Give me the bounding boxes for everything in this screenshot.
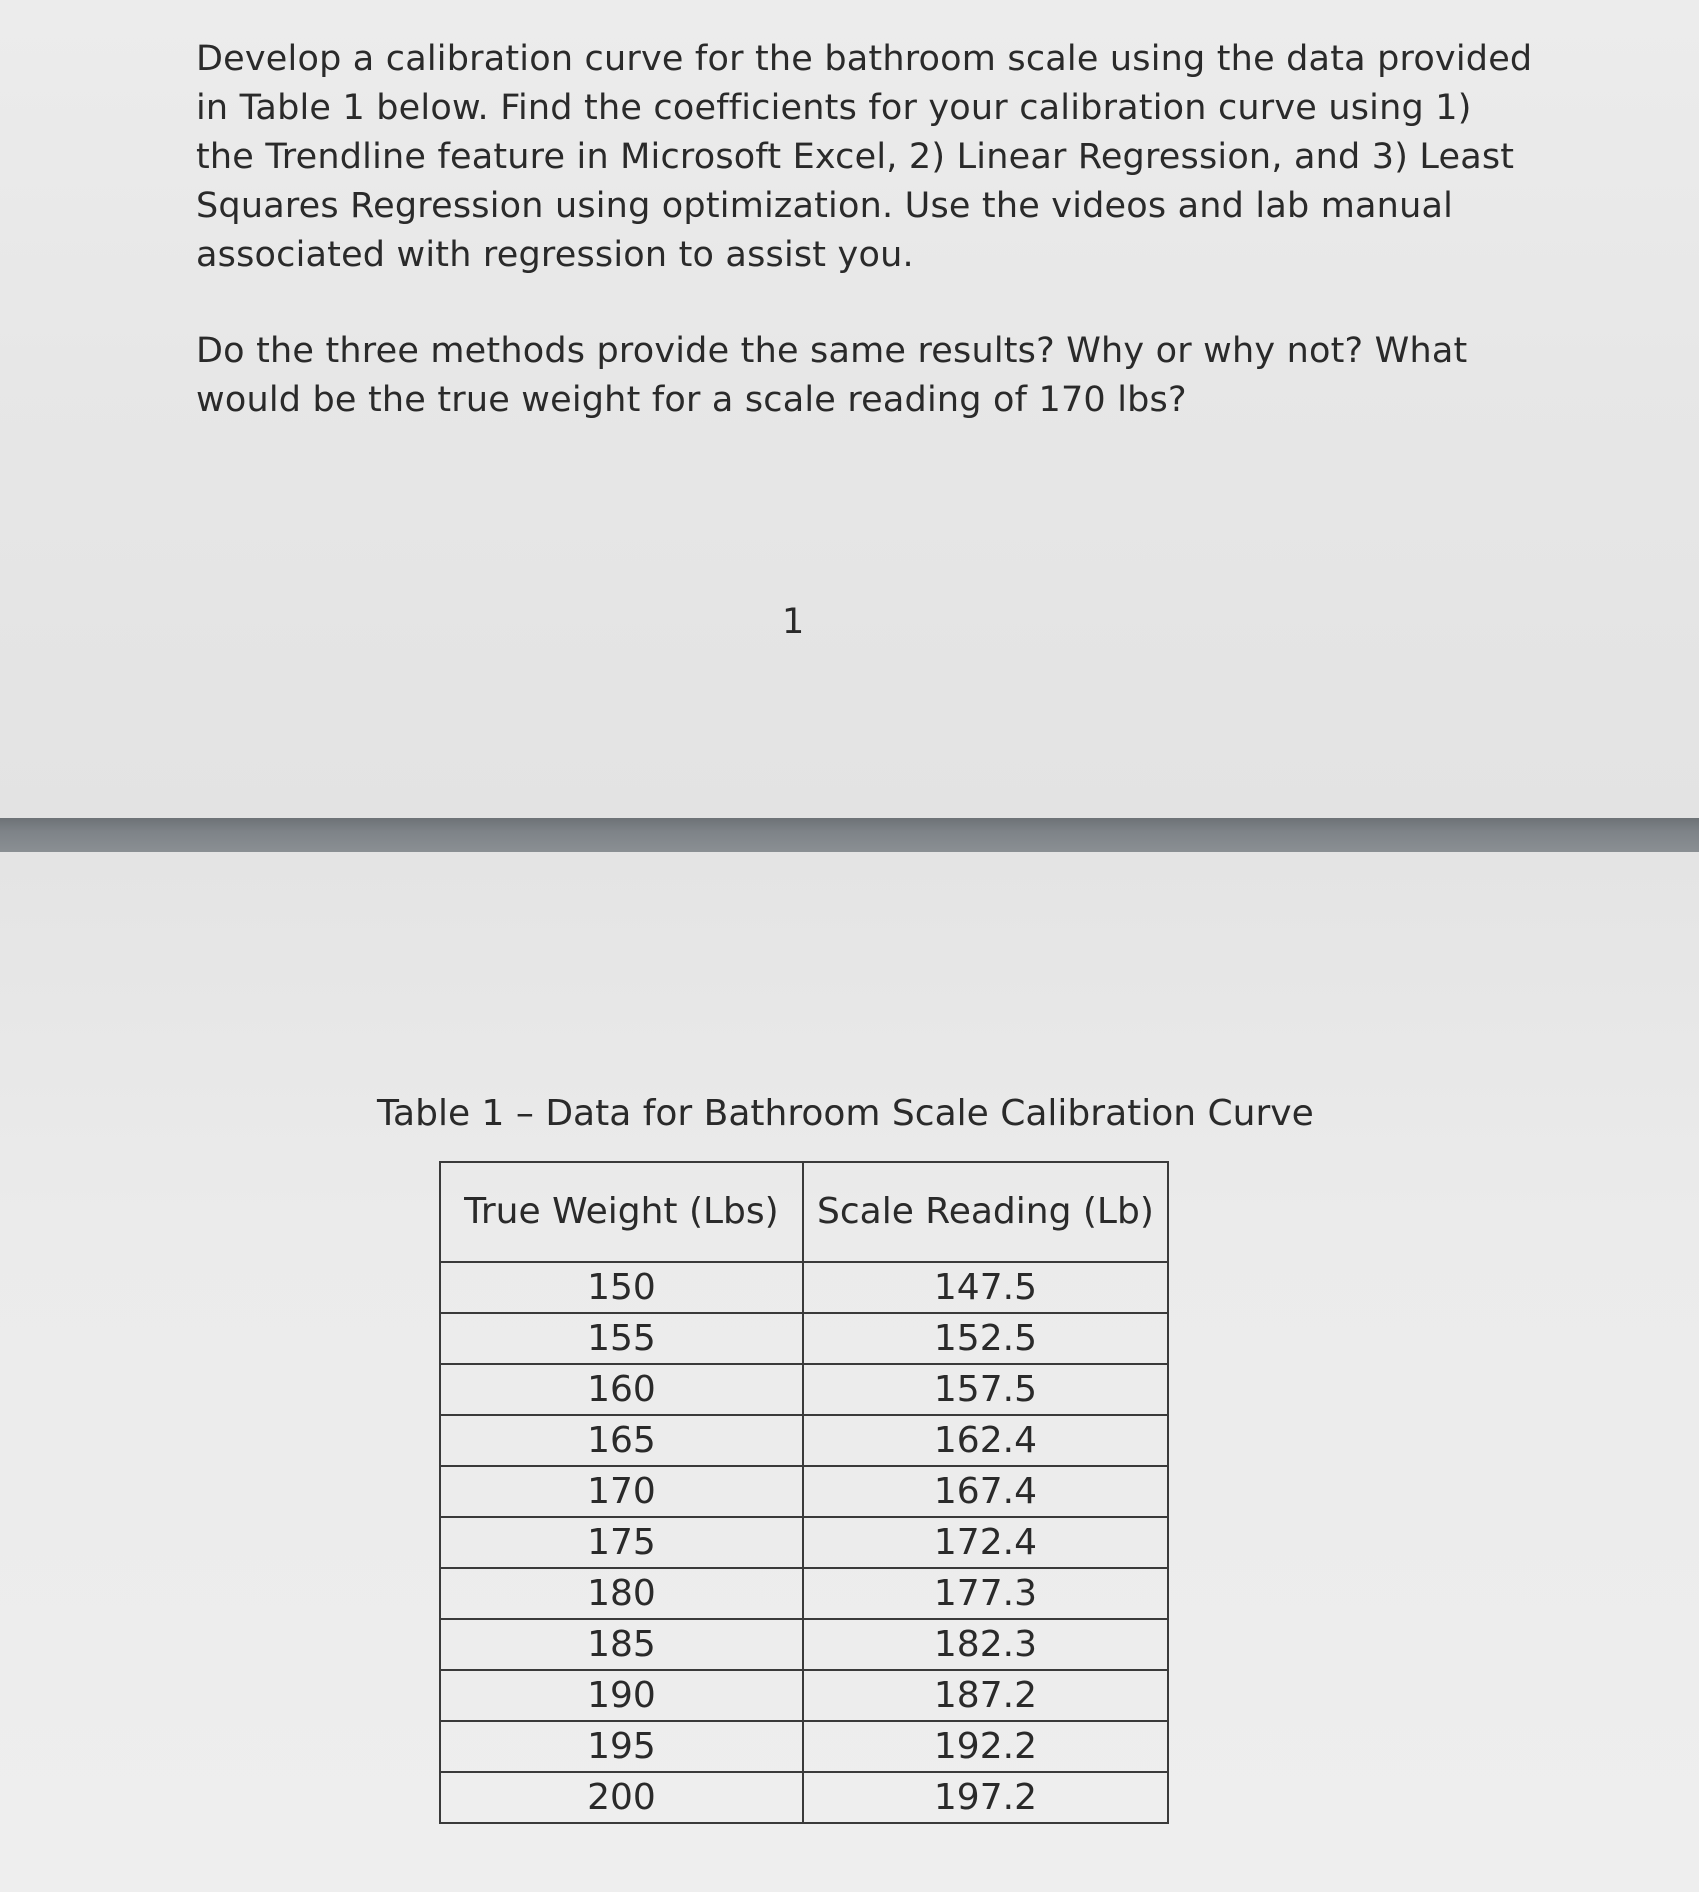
scale-reading-cell: 197.2	[803, 1772, 1168, 1823]
table-row	[440, 1721, 1168, 1772]
table-row	[440, 1568, 1168, 1619]
scale-reading-cell: 167.4	[803, 1466, 1168, 1517]
true-weight-cell: 190	[440, 1670, 803, 1721]
true-weight-cell: 195	[440, 1721, 803, 1772]
table-row	[440, 1262, 1168, 1313]
true-weight-cell: 200	[440, 1772, 803, 1823]
table-row	[440, 1364, 1168, 1415]
page-divider	[0, 818, 1699, 852]
table-row	[440, 1466, 1168, 1517]
table-row	[440, 1313, 1168, 1364]
scale-reading-cell: 147.5	[803, 1262, 1168, 1313]
true-weight-cell: 155	[440, 1313, 803, 1364]
table-row	[440, 1670, 1168, 1721]
table-caption: Table 1 – Data for Bathroom Scale Calibration Curve	[377, 1093, 1314, 1134]
true-weight-cell: 150	[440, 1262, 803, 1313]
scale-reading-cell: 162.4	[803, 1415, 1168, 1466]
scale-reading-cell: 192.2	[803, 1721, 1168, 1772]
table-row	[440, 1517, 1168, 1568]
table-header-row	[440, 1162, 1168, 1262]
true-weight-cell: 165	[440, 1415, 803, 1466]
page-number: 1	[782, 602, 805, 642]
header-scale-reading: Scale Reading (Lb)	[803, 1162, 1168, 1262]
true-weight-cell: 160	[440, 1364, 803, 1415]
table-row	[440, 1772, 1168, 1823]
true-weight-cell: 180	[440, 1568, 803, 1619]
true-weight-cell: 175	[440, 1517, 803, 1568]
scale-reading-cell: 152.5	[803, 1313, 1168, 1364]
page-top-sheet	[0, 0, 1699, 818]
scale-reading-cell: 182.3	[803, 1619, 1168, 1670]
scale-reading-cell: 157.5	[803, 1364, 1168, 1415]
scale-reading-cell: 172.4	[803, 1517, 1168, 1568]
scale-reading-cell: 187.2	[803, 1670, 1168, 1721]
true-weight-cell: 170	[440, 1466, 803, 1517]
header-true-weight: True Weight (Lbs)	[440, 1162, 803, 1262]
instructions-paragraph-2: Do the three methods provide the same results? Why or why not? What would be the true weight for a scale reading of 170 lbs?	[196, 331, 1468, 420]
true-weight-cell: 185	[440, 1619, 803, 1670]
table-row	[440, 1619, 1168, 1670]
table-row	[440, 1415, 1168, 1466]
calibration-data-table	[439, 1161, 1169, 1824]
instructions-paragraph-1: Develop a calibration curve for the bathroom scale using the data provided in Table 1 below. Find the coefficients for your calibration curve using 1) the Trendline feature in Microsoft Excel, 2) Linear Regression, and 3) Least Squares Regression using optimization. Use the videos and lab manual associated with regression to assist you.	[196, 39, 1533, 275]
scale-reading-cell: 177.3	[803, 1568, 1168, 1619]
